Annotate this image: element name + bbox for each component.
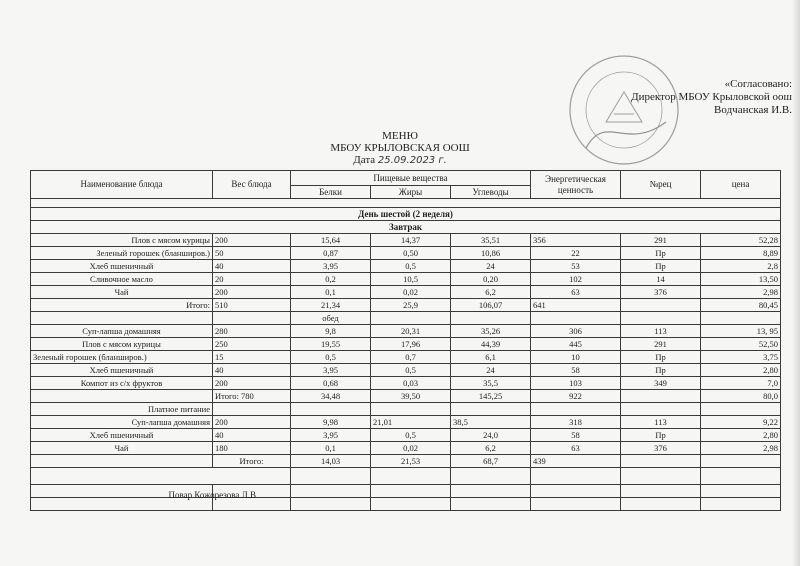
dish-recipe: 113	[621, 416, 701, 429]
dish-price: 3,75	[701, 351, 781, 364]
dish-name: Сливочное масло	[31, 273, 213, 286]
header-price: цена	[701, 171, 781, 199]
dish-fat: 21,01	[371, 416, 451, 429]
dish-protein: 3,95	[291, 260, 371, 273]
dish-protein: 9,98	[291, 416, 371, 429]
dish-protein: 3,95	[291, 429, 371, 442]
cook-signature: Повар Кожорезова Л.В	[168, 490, 256, 500]
dish-energy: 356	[531, 234, 621, 247]
table-row	[31, 416, 781, 429]
total-label: Итого:	[213, 455, 291, 468]
table-row	[31, 234, 781, 247]
table-row	[31, 338, 781, 351]
dish-name: Компот из с/х фруктов	[31, 377, 213, 390]
dish-weight: 200	[213, 234, 291, 247]
dish-fat: 0,7	[371, 351, 451, 364]
cook-row	[31, 468, 781, 485]
section-paid: Платное питание	[31, 403, 213, 416]
dish-fat: 0,5	[371, 260, 451, 273]
dish-carbs: 24	[451, 364, 531, 377]
approval-line-1: «Согласовано:	[724, 78, 792, 90]
dish-energy: 58	[531, 429, 621, 442]
table-row	[31, 364, 781, 377]
dish-protein: 9,8	[291, 325, 371, 338]
dish-price: 2,98	[701, 442, 781, 455]
paid-total-row	[31, 455, 781, 468]
dish-fat: 0,5	[371, 364, 451, 377]
dish-price: 52,28	[701, 234, 781, 247]
total-price: 80,45	[701, 299, 781, 312]
dish-energy: 102	[531, 273, 621, 286]
header-fat: Жиры	[371, 186, 451, 199]
dish-recipe: 376	[621, 286, 701, 299]
table-row	[31, 273, 781, 286]
dish-protein: 0,2	[291, 273, 371, 286]
dish-energy: 103	[531, 377, 621, 390]
dish-protein: 15,64	[291, 234, 371, 247]
dish-recipe: 291	[621, 338, 701, 351]
dish-carbs: 6,2	[451, 442, 531, 455]
dish-weight: 40	[213, 260, 291, 273]
header-dish: Наименование блюда	[31, 171, 213, 199]
dish-energy: 63	[531, 442, 621, 455]
dish-recipe: Пр	[621, 247, 701, 260]
total-recipe	[621, 390, 701, 403]
header-energy: Энергетическая ценность	[531, 171, 621, 199]
dish-name: Плов с мясом курицы	[31, 338, 213, 351]
header-recipe: №рец	[621, 171, 701, 199]
table-row	[31, 351, 781, 364]
dish-name: Суп-лапша домашняя	[31, 416, 213, 429]
approval-block	[592, 78, 792, 117]
table-row	[31, 429, 781, 442]
dish-recipe: Пр	[621, 351, 701, 364]
dish-price: 8,89	[701, 247, 781, 260]
dish-protein: 0,87	[291, 247, 371, 260]
dish-carbs: 35,51	[451, 234, 531, 247]
dish-price: 2,98	[701, 286, 781, 299]
dish-recipe: 376	[621, 442, 701, 455]
page-edge-shadow	[792, 0, 800, 566]
dish-carbs: 24	[451, 260, 531, 273]
table-row	[31, 377, 781, 390]
dish-price: 2,80	[701, 364, 781, 377]
dish-protein: 0,5	[291, 351, 371, 364]
section-breakfast: Завтрак	[31, 221, 781, 234]
total-fat: 21,53	[371, 455, 451, 468]
total-carbs: 68,7	[451, 455, 531, 468]
dish-recipe: 14	[621, 273, 701, 286]
dish-energy: 306	[531, 325, 621, 338]
dish-name: Чай	[31, 286, 213, 299]
dish-weight: 200	[213, 377, 291, 390]
total-price: 80,0	[701, 390, 781, 403]
dish-energy: 22	[531, 247, 621, 260]
dish-carbs: 24,0	[451, 429, 531, 442]
dish-price: 13, 95	[701, 325, 781, 338]
breakfast-total-row	[31, 299, 781, 312]
day-title: День шестой (2 неделя)	[31, 208, 781, 221]
dish-weight: 200	[213, 416, 291, 429]
dish-fat: 0,02	[371, 286, 451, 299]
dish-weight: 20	[213, 273, 291, 286]
header-weight: Вес блюда	[213, 171, 291, 199]
dish-name: Зеленый горошек (бланширов.)	[31, 351, 213, 364]
dish-energy: 58	[531, 364, 621, 377]
total-energy: 439	[531, 455, 621, 468]
dish-fat: 17,96	[371, 338, 451, 351]
table-row	[31, 247, 781, 260]
dish-price: 7,0	[701, 377, 781, 390]
approval-line-3: Водчанская И.В.	[714, 104, 792, 116]
total-fat: 39,50	[371, 390, 451, 403]
menu-title-block	[280, 130, 520, 167]
total-protein: 21,34	[291, 299, 371, 312]
menu-title: МЕНЮ	[382, 130, 418, 142]
total-weight: 510	[213, 299, 291, 312]
dish-recipe: 113	[621, 325, 701, 338]
dish-name: Чай	[31, 442, 213, 455]
dish-carbs: 10,86	[451, 247, 531, 260]
dish-name: Хлеб пшеничный	[31, 260, 213, 273]
date-value: 25.09.2023 г.	[377, 155, 447, 166]
date-line	[280, 154, 520, 167]
dish-fat: 10,5	[371, 273, 451, 286]
dish-fat: 0,50	[371, 247, 451, 260]
dish-carbs: 0,20	[451, 273, 531, 286]
total-energy: 641	[531, 299, 621, 312]
dish-weight: 280	[213, 325, 291, 338]
table-row	[31, 286, 781, 299]
header-protein: Белки	[291, 186, 371, 199]
total-recipe	[621, 299, 701, 312]
header-nutrients: Пищевые вещества	[291, 171, 531, 186]
dish-carbs: 6,1	[451, 351, 531, 364]
total-protein: 14,03	[291, 455, 371, 468]
dish-energy: 318	[531, 416, 621, 429]
dish-recipe: 291	[621, 234, 701, 247]
dish-price: 9,22	[701, 416, 781, 429]
table-row	[31, 442, 781, 455]
dish-weight: 40	[213, 364, 291, 377]
dish-recipe: Пр	[621, 260, 701, 273]
dish-carbs: 6,2	[451, 286, 531, 299]
dish-protein: 0,1	[291, 442, 371, 455]
section-lunch-row	[31, 312, 781, 325]
total-fat: 25,9	[371, 299, 451, 312]
dish-weight: 200	[213, 286, 291, 299]
menu-table	[30, 170, 781, 511]
section-breakfast-row	[31, 221, 781, 234]
section-paid-row	[31, 403, 781, 416]
dish-protein: 19,55	[291, 338, 371, 351]
total-protein: 34,48	[291, 390, 371, 403]
dish-energy: 445	[531, 338, 621, 351]
dish-weight: 15	[213, 351, 291, 364]
total-energy: 922	[531, 390, 621, 403]
dish-energy: 10	[531, 351, 621, 364]
lunch-total-row	[31, 390, 781, 403]
dish-price: 13,50	[701, 273, 781, 286]
dish-fat: 0,02	[371, 442, 451, 455]
dish-name: Суп-лапша домашняя	[31, 325, 213, 338]
dish-recipe: Пр	[621, 364, 701, 377]
spacer-row	[31, 199, 781, 208]
dish-name: Хлеб пшеничный	[31, 429, 213, 442]
approval-line-2: Директор МБОУ Крыловской оош	[631, 91, 792, 103]
dish-carbs: 38,5	[451, 416, 531, 429]
dish-carbs: 44,39	[451, 338, 531, 351]
dish-protein: 0,68	[291, 377, 371, 390]
dish-fat: 14,37	[371, 234, 451, 247]
dish-carbs: 35,26	[451, 325, 531, 338]
dish-energy: 63	[531, 286, 621, 299]
total-label: Итого: 780	[213, 390, 291, 403]
dish-protein: 3,95	[291, 364, 371, 377]
dish-price: 2,80	[701, 429, 781, 442]
dish-weight: 40	[213, 429, 291, 442]
dish-name: Хлеб пшеничный	[31, 364, 213, 377]
dish-recipe: 349	[621, 377, 701, 390]
day-title-row	[31, 208, 781, 221]
dish-price: 52,50	[701, 338, 781, 351]
dish-recipe: Пр	[621, 429, 701, 442]
school-title: МБОУ КРЫЛОВСКАЯ ООШ	[330, 142, 470, 154]
dish-weight: 50	[213, 247, 291, 260]
table-row	[31, 260, 781, 273]
dish-name: Плов с мясом курицы	[31, 234, 213, 247]
section-lunch: обед	[291, 312, 371, 325]
dish-fat: 20,31	[371, 325, 451, 338]
dish-carbs: 35,5	[451, 377, 531, 390]
header-row-1	[31, 171, 781, 186]
dish-protein: 0,1	[291, 286, 371, 299]
dish-energy: 53	[531, 260, 621, 273]
total-carbs: 145,25	[451, 390, 531, 403]
dish-price: 2,8	[701, 260, 781, 273]
total-carbs: 106,07	[451, 299, 531, 312]
dish-fat: 0,03	[371, 377, 451, 390]
dish-fat: 0,5	[371, 429, 451, 442]
dish-name: Зеленый горошек (бланширов.)	[31, 247, 213, 260]
date-label: Дата	[353, 154, 376, 166]
dish-weight: 250	[213, 338, 291, 351]
header-carbs: Углеводы	[451, 186, 531, 199]
dish-weight: 180	[213, 442, 291, 455]
table-row	[31, 325, 781, 338]
total-label: Итого:	[31, 299, 213, 312]
